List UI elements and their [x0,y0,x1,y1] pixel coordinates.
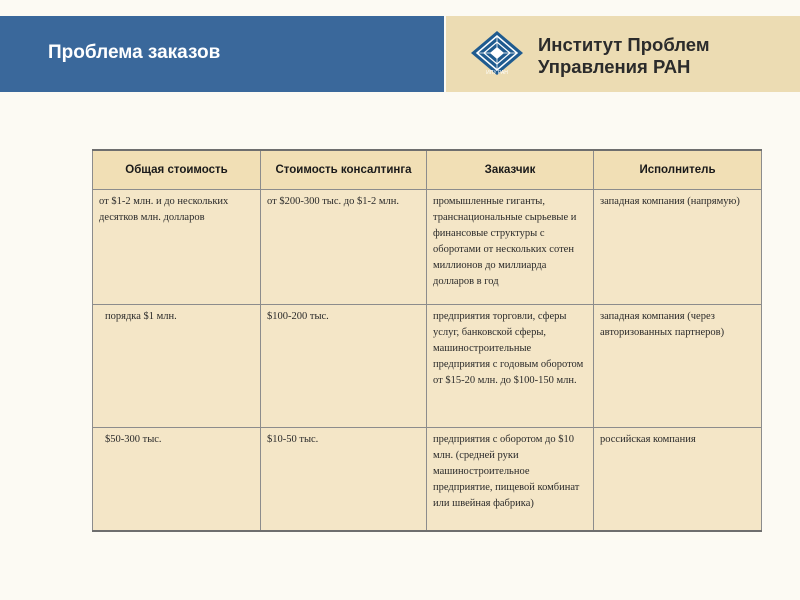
table-cell: предприятия с оборотом до $10 млн. (средней руки машиностроительное предприятие, пищевой комбинат или швейная фабрика) [427,428,594,532]
institute-name-line2: Управления РАН [538,56,691,77]
table-row [93,305,762,428]
table-cell: промышленные гиганты, транснациональные сырьевые и финансовые структуры с оборотами от нескольких сотен миллионов до миллиарда долларов в год [427,190,594,305]
table-cell: западная компания (через авторизованных партнеров) [594,305,762,428]
table-row [93,190,762,305]
table-cell: от $200-300 тыс. до $1-2 млн. [261,190,427,305]
table-cell: западная компания (напрямую) [594,190,762,305]
table-cell: российская компания [594,428,762,532]
table-cell: предприятия торговли, сферы услуг, банковской сферы, машиностроительные предприятия с годовым оборотом от $15-20 млн. до $100-150 млн. [427,305,594,428]
table-cell-text: $50-300 тыс. [105,434,162,445]
column-header-consulting-cost: Стоимость консалтинга [261,150,427,190]
table-cell: $100-200 тыс. [261,305,427,428]
table-cell: от $1-2 млн. и до нескольких десятков млн. долларов [93,190,261,305]
column-header-total-cost: Общая стоимость [93,150,261,190]
table-cell: $10-50 тыс. [261,428,427,532]
table-row [93,428,762,532]
ipu-ran-logo-icon [470,30,524,76]
institute-name-line1: Институт Проблем [538,34,710,55]
column-header-customer: Заказчик [427,150,594,190]
table-header-row [93,150,762,190]
page-title: Проблема заказов [48,42,221,63]
table-cell [93,305,261,428]
table-cell [93,428,261,532]
column-header-contractor: Исполнитель [594,150,762,190]
institute-name [538,34,710,78]
orders-table [92,149,762,532]
table-cell-text: порядка $1 млн. [105,311,177,322]
svg-text:ИПУ РАН: ИПУ РАН [486,70,508,76]
